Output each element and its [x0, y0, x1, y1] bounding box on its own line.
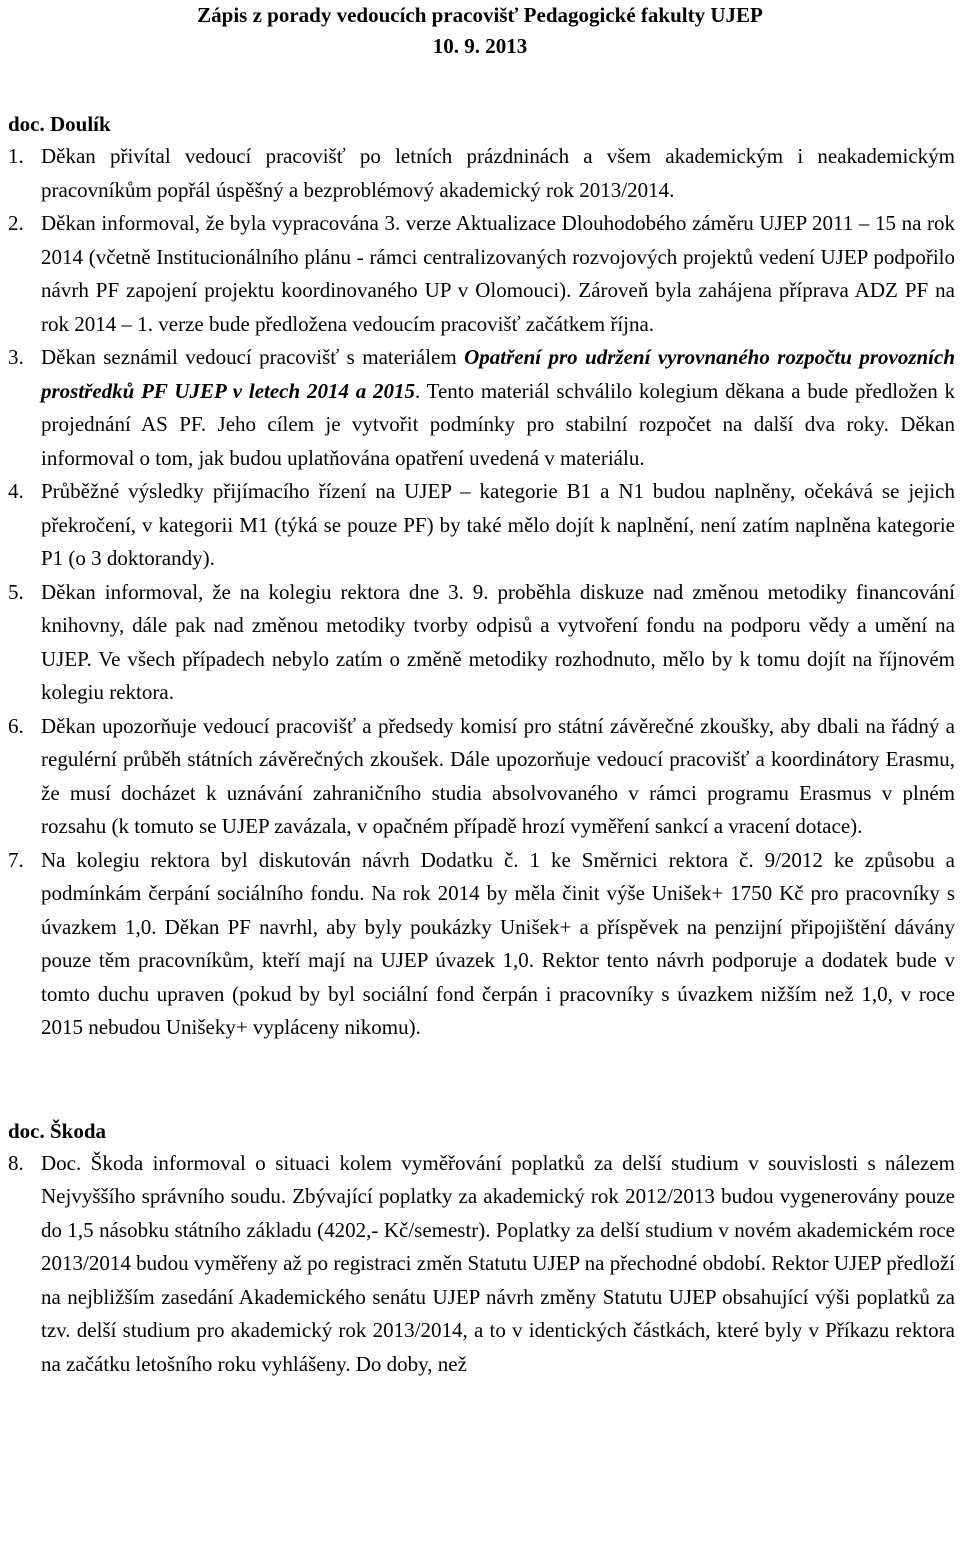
text-run: Průběžné výsledky přijímacího řízení na UJEP – kategorie B1 a N1 budou naplněny, očekává se jejich překročení, v kategorii M1 (týká se pouze PF) by také mělo dojít k naplnění, není zatím naplněna kategorie P1 (o 3 doktorandy).: [41, 479, 955, 570]
item-text: [41, 576, 955, 710]
title-line-2: 10. 9. 2013: [432, 34, 528, 58]
item-number: 2.: [8, 211, 24, 235]
list-item: [8, 475, 955, 576]
item-text: [41, 341, 955, 475]
text-run: Na kolegiu rektora byl diskutován návrh Dodatku č. 1 ke Směrnici rektora č. 9/2012 ke způsobu a podmínkám čerpání sociálního fondu. Na rok 2014 by měla činit výše Unišek+ 1750 Kč pro pracovníky s úvazkem 1,0. Děkan PF navrhl, aby byly poukázky Unišek+ a příspěvek na penzijní připojištění dávány pouze těm pracovníkům, kteří mají na UJEP úvazek 1,0. Rektor tento návrh podporuje a dodatek bude v tomto duchu upraven (pokud by byl sociální fond čerpán i pracovníky s úvazkem nižším než 1,0, v roce 2015 nebudou Unišeky+ vypláceny nikomu).: [41, 847, 955, 1039]
item-number: 7.: [8, 847, 24, 872]
title-line-1: Zápis z porady vedoucích pracovišť Pedagogické fakulty UJEP: [197, 3, 763, 27]
list-item: [8, 207, 955, 341]
item-list: [0, 140, 960, 1045]
item-number: 8.: [8, 1150, 24, 1175]
item-list: [0, 1147, 960, 1382]
item-text: [41, 844, 955, 1045]
item-number: 1.: [8, 144, 24, 168]
list-item: [8, 1147, 955, 1382]
item-number: 5.: [8, 579, 24, 604]
text-run: Doc. Škoda informoval o situaci kolem vyměřování poplatků za delší studium v souvislosti s nálezem Nejvyššího správního soudu. Zbývající poplatky za akademický rok 2012/2013 budou vygenerovány pouze do 1,5 násobku státního základu (4202,- Kč/semestr). Poplatky za delší studium v novém akademickém roce 2013/2014 budou vyměřeny až po registraci změn Statutu UJEP na přechodné období. Rektor UJEP předloží na nejbližším zasedání Akademického senátu UJEP návrh změny Statutu UJEP obsahující výši poplatků za tzv. delší studium pro akademický rok 2013/2014, a to v identických částkách, které byly v Příkazu rektora na začátku letošního roku vyhlášeny. Do doby, než: [41, 1150, 955, 1376]
item-number: 6.: [8, 713, 24, 738]
item-text: [41, 207, 955, 341]
item-text: [41, 1147, 955, 1382]
text-run: Děkan informoval, že na kolegiu rektora dne 3. 9. proběhla diskuze nad změnou metodiky financování knihovny, dále pak nad změnou metodiky tvorby odpisů a vytvoření fondu na podporu vědy a umění na UJEP. Ve všech případech nebylo zatím o změně metodiky rozhodnuto, mělo by k tomu dojít na říjnovém kolegiu rektora.: [41, 579, 955, 704]
list-item: [8, 576, 955, 710]
item-text: [41, 475, 955, 576]
text-run: Děkan přivítal vedoucí pracovišť po letních prázdninách a všem akademickým i neakademickým pracovníkům popřál úspěšný a bezproblémový akademický rok 2013/2014.: [41, 144, 955, 202]
text-run: Děkan informoval, že byla vypracována 3. verze Aktualizace Dlouhodobého záměru UJEP 2011 – 15 na rok 2014 (včetně Institucionálního plánu - rámci centralizovaných rozvojových projektů vedení UJEP podpořilo návrh PF zapojení projektu koordinovaného UP v Olomouci). Zároveň byla zahájena příprava ADZ PF na rok 2014 – 1. verze bude předložena vedoucím pracovišť začátkem října.: [41, 211, 955, 336]
item-number: 4.: [8, 479, 24, 503]
item-text: [41, 140, 955, 207]
text-run: Děkan seznámil vedoucí pracovišť s materiálem: [41, 345, 465, 369]
list-item: [8, 341, 955, 475]
document-title: [0, 0, 960, 62]
list-item: [8, 710, 955, 844]
list-item: [8, 140, 955, 207]
list-item: [8, 844, 955, 1045]
section-speaker: doc. Škoda: [8, 1118, 107, 1143]
item-number: 3.: [8, 345, 24, 369]
section-speaker: doc. Doulík: [8, 112, 111, 136]
emphasized-title: Opatření pro udržení vyrovnaného rozpočtu provozních prostředků PF UJEP v letech 2014 a 2015: [41, 345, 956, 403]
section-skoda: [0, 1115, 960, 1382]
item-text: [41, 710, 955, 844]
text-run: . Tento materiál schválilo kolegium děkana a bude předložen k projednání AS PF. Jeho cílem je vytvořit podmínky pro stabilní rozpočet na další dva roky. Děkan informoval o tom, jak budou uplatňována opatření uvedená v materiálu.: [41, 378, 955, 470]
text-run: Děkan upozorňuje vedoucí pracovišť a předsedy komisí pro státní závěrečné zkoušky, aby dbali na řádný a regulérní průběh státních závěrečných zkoušek. Dále upozorňuje vedoucí pracovišť a koordinátory Erasmu, že musí docházet k uznávání zahraničního studia absolvovaného v rámci programu Erasmus v plném rozsahu (k tomuto se UJEP zavázala, v opačném případě hrozí vyměření sankcí a vracení dotace).: [41, 713, 955, 838]
section-doulik: [0, 108, 960, 1045]
